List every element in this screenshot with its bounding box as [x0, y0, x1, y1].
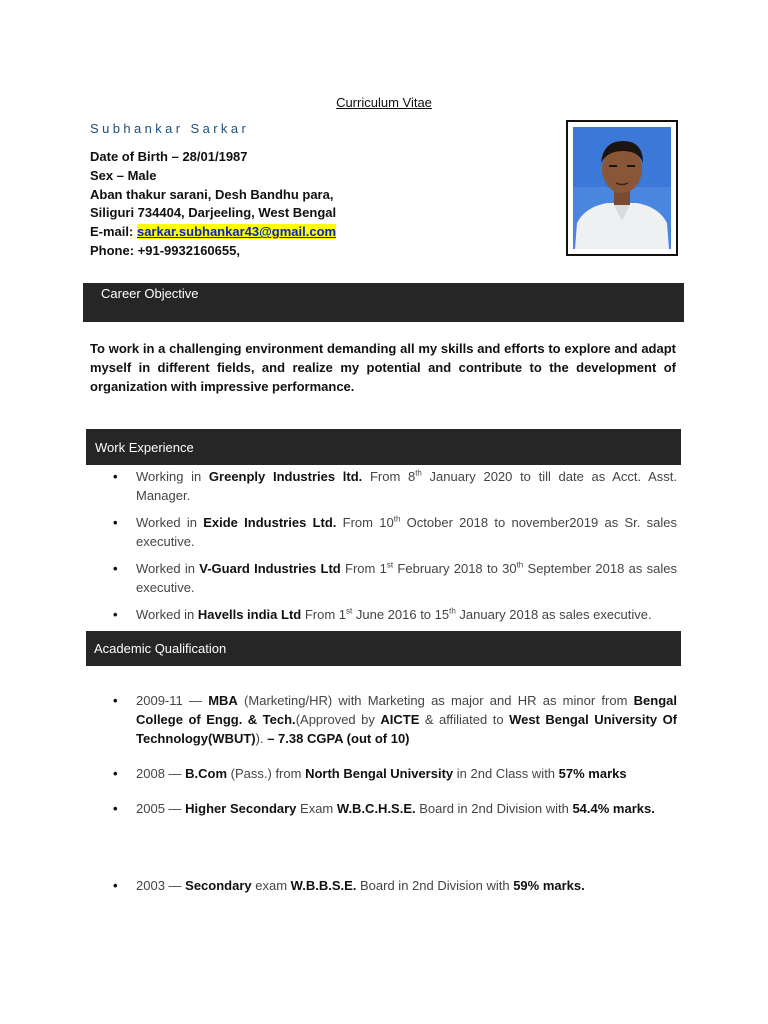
address-line-1: Aban thakur sarani, Desh Bandhu para, [90, 186, 334, 202]
company-name: Havells india Ltd [197, 607, 302, 622]
work-experience-title: Work Experience [95, 440, 194, 455]
company-name: V-Guard Industries Ltd [199, 561, 341, 576]
work-experience-header [86, 429, 681, 465]
profile-photo [566, 120, 678, 256]
list-item: • Working in Greenply Industries ltd. From 8th January 2020 to till date as Acct. Asst. Manager. [136, 467, 677, 505]
candidate-name: Subhankar Sarkar [90, 121, 250, 136]
list-item: • Worked in Havells india Ltd From 1st June 2016 to 15th January 2018 as sales executive. [136, 605, 677, 624]
email-label: E-mail: [90, 224, 137, 240]
list-item: • 2003 — Secondary exam W.B.B.S.E. Board in 2nd Division with 59% marks. [136, 876, 677, 895]
academic-list-secondary [136, 876, 677, 895]
phone: Phone: +91-9932160655, [90, 242, 240, 258]
address-line-2: Siliguri 734404, Darjeeling, West Bengal [90, 205, 337, 221]
academic-list-bcom [136, 764, 677, 783]
email-line [90, 223, 336, 242]
academic-qualification-title: Academic Qualification [94, 641, 227, 656]
academic-list-hs [136, 799, 677, 818]
work-experience-list [136, 467, 677, 632]
list-item: • 2005 — Higher Secondary Exam W.B.C.H.S.E. Board in 2nd Division with 54.4% marks. [136, 799, 677, 818]
list-item: • 2008 — B.Com (Pass.) from North Bengal University in 2nd Class with 57% marks [136, 764, 677, 783]
list-item: • Worked in Exide Industries Ltd. From 10th October 2018 to november2019 as Sr. sales executive. [136, 513, 677, 551]
list-item: • Worked in V-Guard Industries Ltd From 1st February 2018 to 30th September 2018 as sales executive. [136, 559, 677, 597]
academic-qualification-header [86, 631, 681, 666]
document-title: Curriculum Vitae [336, 95, 432, 110]
company-name: Exide Industries Ltd. [203, 515, 337, 530]
sex: Sex – Male [90, 167, 157, 183]
date-of-birth: Date of Birth – 28/01/1987 [90, 149, 248, 164]
career-objective-title: Career Objective [101, 286, 199, 301]
portrait-image [573, 127, 671, 249]
career-objective-header [83, 283, 684, 322]
personal-details [90, 148, 336, 261]
list-item: • 2009-11 — MBA (Marketing/HR) with Marketing as major and HR as minor from Bengal College of Engg. & Tech.(Approved by AICTE & affiliated to West Bengal University Of Technology(WBUT)). – 7.38 CGPA (out of 10) [136, 691, 677, 748]
academic-list-mba [136, 691, 677, 748]
email-link[interactable]: sarkar.subhankar43@gmail.com [136, 224, 337, 240]
company-name: Greenply Industries ltd. [208, 469, 363, 484]
career-objective-text: To work in a challenging environment demanding all my skills and efforts to explore and adapt myself in different fields, and realize my potential and contribute to the development of organization with impressive performance. [90, 341, 676, 394]
